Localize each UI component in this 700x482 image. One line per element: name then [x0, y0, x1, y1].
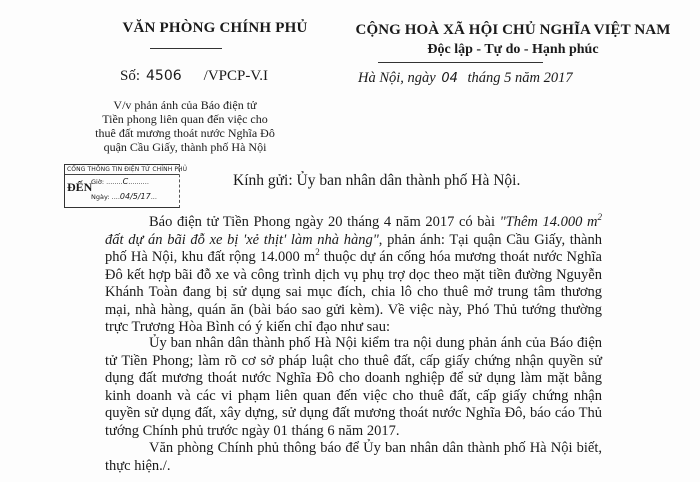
doc-number-handwritten: 4506 [146, 68, 182, 84]
stamp-date-row: Ngày: ....04/5/17... [91, 192, 157, 201]
p1-lead: Báo điện tử Tiền Phong ngày 20 tháng 4 năm 2017 có bài [149, 214, 500, 230]
national-motto: Độc lập - Tự do - Hạnh phúc [427, 42, 599, 57]
stamp-den-label: ĐẾN [67, 180, 93, 194]
stamp-header: CỔNG THÔNG TIN ĐIỆN TỬ CHÍNH PHỦ [67, 166, 188, 173]
subject-line: V/v phản ánh của Báo điện tử [113, 98, 257, 112]
stamp-time-row: Giờ: ........C.......... [91, 177, 149, 186]
stamp-time-value: C [122, 177, 129, 186]
article-title: "Thêm 14.000 $m^2$ đất dự án bãi đỗ xe bị 'xẻ thịt' làm nhà hàng" [105, 212, 602, 248]
place-and-date [358, 70, 573, 87]
paragraph-3: Văn phòng Chính phủ thông báo để Ủy ban nhân dân thành phố Hà Nội biết, thực hiện./. [105, 440, 602, 474]
subject-line: Tiền phong liên quan đến việc cho [102, 112, 268, 126]
doc-number-suffix: /VPCP-V.I [203, 68, 268, 84]
doc-number-prefix: Số: [120, 68, 141, 84]
document-subject [95, 98, 275, 154]
recipient-line: Kính gửi: Ủy ban nhân dân thành phố Hà Nội. [233, 172, 521, 189]
place-date-prefix: Hà Nội, ngày [358, 70, 436, 86]
national-title: CỘNG HOÀ XÃ HỘI CHỦ NGHĨA VIỆT NAM [355, 22, 671, 38]
subject-line: thuê đất mương thoát nước Nghĩa Đô [95, 126, 275, 140]
issuing-organization: VĂN PHÒNG CHÍNH PHỦ [122, 20, 308, 36]
document-number [120, 68, 268, 85]
received-stamp [64, 164, 188, 208]
stamp-date-label: Ngày: [91, 193, 110, 201]
paragraph-1: Báo điện tử Tiền Phong ngày 20 tháng 4 năm 2017 có bài "Thêm 14.000 $m^2$ đất dự án bãi đỗ xe bị 'xẻ thịt' làm nhà hàng", phản ánh: Tại quận Cầu Giấy, thành phố Hà Nội, khu đất rộng 14.000 $m^2$ thuộc dự án cống hóa mương thoát nước Nghĩa Đô kết hợp bãi đỗ xe và công trình dịch vụ phụ trợ dọc theo mặt tiền đường Nguyễn Khánh Toàn đang bị sử dụng sai mục đích, chia lô cho thuê mở trung tâm thương mại, nhà hàng, quán ăn (bài báo sao gửi kèm). Về việc này, Phó Thủ tướng thường trực Trương Hòa Bình có ý kiến chỉ đạo như sau: [105, 212, 602, 335]
subject-line: quận Cầu Giấy, thành phố Hà Nội [103, 140, 267, 154]
stamp-date-value: 04/5/17 [119, 192, 151, 201]
day-handwritten: 04 [441, 71, 458, 86]
place-date-suffix: tháng 5 năm 2017 [467, 70, 573, 86]
motto-underline [378, 62, 543, 63]
paragraph-2: Ủy ban nhân dân thành phố Hà Nội kiểm tra nội dung phản ánh của Báo điện tử Tiền Phong; làm rõ cơ sở pháp luật cho thuê đất, cấp giấy chứng nhận quyền sử dụng đất mương thoát nước Nghĩa Đô cho doanh nghiệp để sử dụng làm mặt bằng kinh doanh và các vi phạm liên quan đến việc cho thuê đất, cấp giấy chứng nhận quyền sử dụng đất, xây dựng, sử dụng đất mương thoát nước Nghĩa Đô, báo cáo Thủ tướng Chính phủ trước ngày 01 tháng 6 năm 2017. [105, 335, 602, 439]
stamp-time-label: Giờ: [91, 178, 105, 186]
organization-underline [150, 48, 222, 49]
